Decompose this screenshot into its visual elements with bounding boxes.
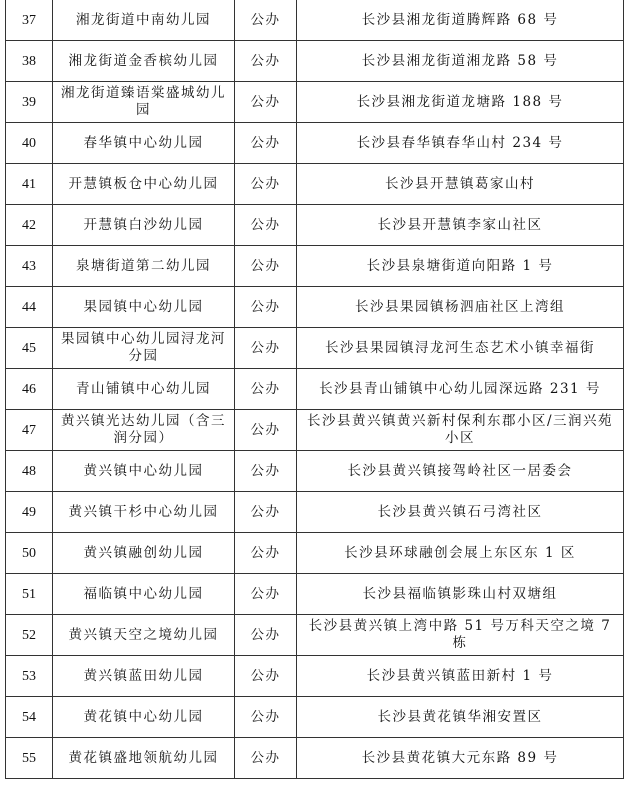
table-row: [6, 533, 624, 574]
school-type-cell: 公办: [235, 246, 297, 287]
table-row: [6, 164, 624, 205]
table-row: [6, 369, 624, 410]
school-type-cell: 公办: [235, 656, 297, 697]
kindergarten-name-cell: 湘龙街道臻语棠盛城幼儿园: [53, 82, 235, 123]
address-cell: 长沙县湘龙街道龙塘路 188 号: [297, 82, 624, 123]
row-number-cell: 50: [6, 533, 53, 574]
row-number-cell: 54: [6, 697, 53, 738]
table-row: [6, 451, 624, 492]
address-cell: 长沙县果园镇浔龙河生态艺术小镇幸福街: [297, 328, 624, 369]
address-cell: 长沙县福临镇影珠山村双塘组: [297, 574, 624, 615]
table-row: [6, 82, 624, 123]
address-cell: 长沙县黄兴镇蓝田新村 1 号: [297, 656, 624, 697]
table-row: [6, 123, 624, 164]
table-body: [6, 0, 624, 779]
kindergarten-table-wrapper: [5, 0, 623, 779]
row-number-cell: 53: [6, 656, 53, 697]
kindergarten-name-cell: 黄兴镇中心幼儿园: [53, 451, 235, 492]
address-cell: 长沙县黄兴镇石弓湾社区: [297, 492, 624, 533]
address-cell: 长沙县黄花镇大元东路 89 号: [297, 738, 624, 779]
table-row: [6, 41, 624, 82]
row-number-cell: 46: [6, 369, 53, 410]
table-row: [6, 0, 624, 41]
address-cell: 长沙县黄花镇华湘安置区: [297, 697, 624, 738]
kindergarten-name-cell: 湘龙街道金香槟幼儿园: [53, 41, 235, 82]
row-number-cell: 42: [6, 205, 53, 246]
row-number-cell: 51: [6, 574, 53, 615]
row-number-cell: 45: [6, 328, 53, 369]
table-row: [6, 656, 624, 697]
school-type-cell: 公办: [235, 492, 297, 533]
row-number-cell: 41: [6, 164, 53, 205]
table-row: [6, 410, 624, 451]
row-number-cell: 44: [6, 287, 53, 328]
school-type-cell: 公办: [235, 123, 297, 164]
address-cell: 长沙县开慧镇葛家山村: [297, 164, 624, 205]
school-type-cell: 公办: [235, 0, 297, 41]
address-cell: 长沙县湘龙街道腾辉路 68 号: [297, 0, 624, 41]
kindergarten-name-cell: 开慧镇白沙幼儿园: [53, 205, 235, 246]
kindergarten-name-cell: 福临镇中心幼儿园: [53, 574, 235, 615]
address-cell: 长沙县果园镇杨泗庙社区上湾组: [297, 287, 624, 328]
school-type-cell: 公办: [235, 738, 297, 779]
table-row: [6, 328, 624, 369]
table-row: [6, 738, 624, 779]
kindergarten-name-cell: 湘龙街道中南幼儿园: [53, 0, 235, 41]
address-cell: 长沙县黄兴镇黄兴新村保利东郡小区/三润兴苑小区: [297, 410, 624, 451]
row-number-cell: 48: [6, 451, 53, 492]
row-number-cell: 43: [6, 246, 53, 287]
table-row: [6, 615, 624, 656]
kindergarten-name-cell: 黄兴镇融创幼儿园: [53, 533, 235, 574]
school-type-cell: 公办: [235, 533, 297, 574]
row-number-cell: 37: [6, 0, 53, 41]
kindergarten-name-cell: 黄兴镇蓝田幼儿园: [53, 656, 235, 697]
kindergarten-name-cell: 黄兴镇干杉中心幼儿园: [53, 492, 235, 533]
school-type-cell: 公办: [235, 328, 297, 369]
kindergarten-name-cell: 黄兴镇天空之境幼儿园: [53, 615, 235, 656]
kindergarten-name-cell: 果园镇中心幼儿园: [53, 287, 235, 328]
row-number-cell: 40: [6, 123, 53, 164]
school-type-cell: 公办: [235, 574, 297, 615]
row-number-cell: 52: [6, 615, 53, 656]
kindergarten-name-cell: 泉塘街道第二幼儿园: [53, 246, 235, 287]
row-number-cell: 49: [6, 492, 53, 533]
table-row: [6, 697, 624, 738]
school-type-cell: 公办: [235, 697, 297, 738]
kindergarten-name-cell: 青山铺镇中心幼儿园: [53, 369, 235, 410]
address-cell: 长沙县黄兴镇上湾中路 51 号万科天空之境 7 栋: [297, 615, 624, 656]
school-type-cell: 公办: [235, 451, 297, 492]
address-cell: 长沙县黄兴镇接驾岭社区一居委会: [297, 451, 624, 492]
school-type-cell: 公办: [235, 205, 297, 246]
address-cell: 长沙县春华镇春华山村 234 号: [297, 123, 624, 164]
row-number-cell: 55: [6, 738, 53, 779]
address-cell: 长沙县开慧镇李家山社区: [297, 205, 624, 246]
table-row: [6, 287, 624, 328]
school-type-cell: 公办: [235, 164, 297, 205]
table-row: [6, 574, 624, 615]
table-row: [6, 492, 624, 533]
kindergarten-name-cell: 果园镇中心幼儿园浔龙河分园: [53, 328, 235, 369]
kindergarten-name-cell: 黄花镇中心幼儿园: [53, 697, 235, 738]
address-cell: 长沙县泉塘街道向阳路 1 号: [297, 246, 624, 287]
row-number-cell: 38: [6, 41, 53, 82]
kindergarten-name-cell: 春华镇中心幼儿园: [53, 123, 235, 164]
address-cell: 长沙县青山铺镇中心幼儿园深远路 231 号: [297, 369, 624, 410]
school-type-cell: 公办: [235, 287, 297, 328]
school-type-cell: 公办: [235, 410, 297, 451]
school-type-cell: 公办: [235, 41, 297, 82]
kindergarten-name-cell: 黄花镇盛地领航幼儿园: [53, 738, 235, 779]
kindergarten-table: [5, 0, 624, 779]
kindergarten-name-cell: 开慧镇板仓中心幼儿园: [53, 164, 235, 205]
row-number-cell: 39: [6, 82, 53, 123]
school-type-cell: 公办: [235, 369, 297, 410]
table-row: [6, 205, 624, 246]
table-row: [6, 246, 624, 287]
school-type-cell: 公办: [235, 615, 297, 656]
row-number-cell: 47: [6, 410, 53, 451]
school-type-cell: 公办: [235, 82, 297, 123]
address-cell: 长沙县湘龙街道湘龙路 58 号: [297, 41, 624, 82]
kindergarten-name-cell: 黄兴镇光达幼儿园（含三润分园）: [53, 410, 235, 451]
address-cell: 长沙县环球融创会展上东区东 1 区: [297, 533, 624, 574]
